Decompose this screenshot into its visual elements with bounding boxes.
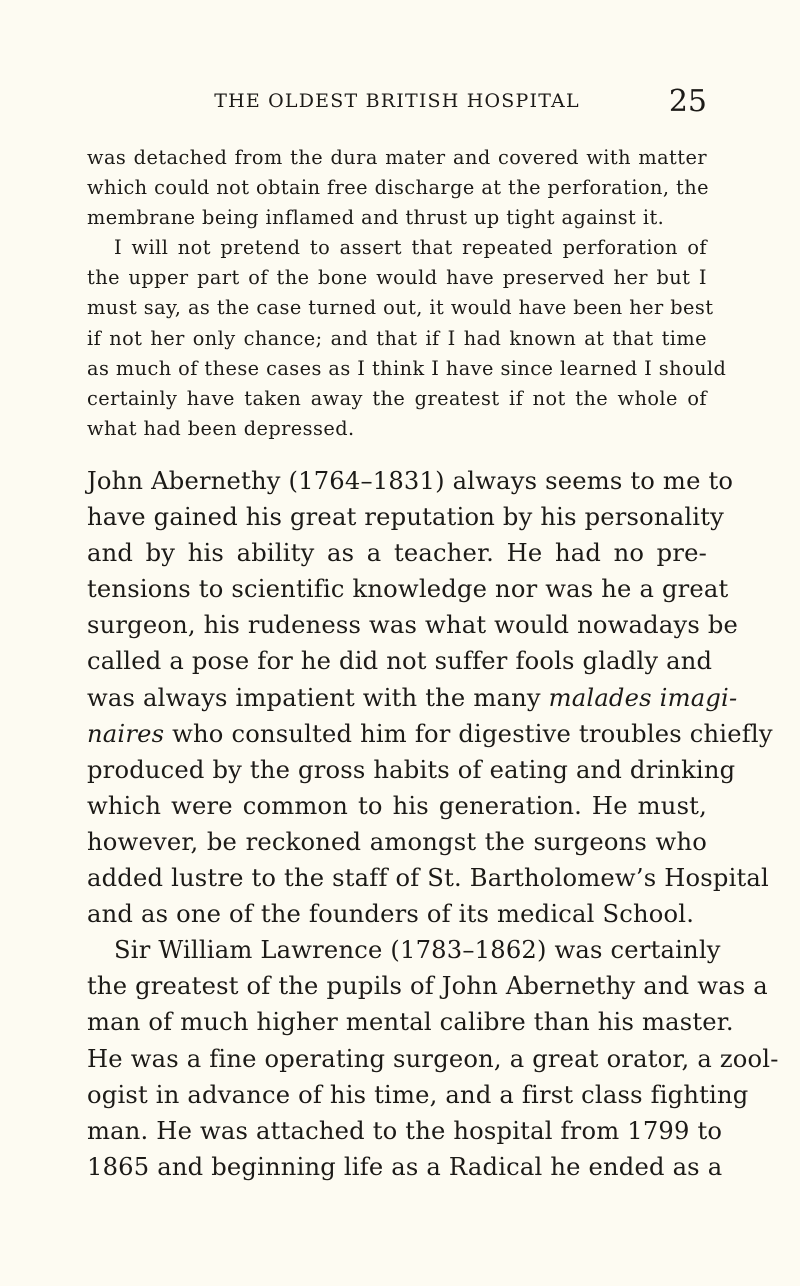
text-line: called a pose for he did not suffer fools gladly and xyxy=(87,647,713,676)
main-text xyxy=(87,463,779,1185)
text-line: surgeon, his rudeness was what would nowadays be xyxy=(87,611,739,640)
text-line: ogist in advance of his time, and a first class fighting xyxy=(87,1080,749,1109)
running-head xyxy=(87,86,707,120)
text-line: if not her only chance; and that if I had known at that time xyxy=(87,326,707,350)
text-line: membrane being inflamed and thrust up tight against it. xyxy=(87,206,665,230)
text-line: man of much higher mental calibre than his master. xyxy=(87,1008,734,1037)
text-line: which could not obtain free discharge at the perforation, the xyxy=(87,176,709,200)
italic-phrase: malades imagi- xyxy=(548,683,738,712)
text-line: Sir William Lawrence (1783–1862) was certainly xyxy=(114,936,721,965)
text-line: I will not pretend to assert that repeated perforation of xyxy=(114,236,707,260)
text-line xyxy=(87,716,773,752)
text-line: John Abernethy (1764–1831) always seems to me to xyxy=(87,467,734,495)
text-line: was detached from the dura mater and covered with matter xyxy=(87,146,707,169)
text-line xyxy=(87,680,738,716)
text-line: what had been depressed. xyxy=(87,416,355,440)
page-number: 25 xyxy=(668,84,707,119)
text-line: certainly have taken away the greatest if not the whole of xyxy=(87,386,707,410)
text-line: He was a fine operating surgeon, a great orator, a zool- xyxy=(87,1044,779,1073)
text-line: the greatest of the pupils of John Abernethy and was a xyxy=(87,972,768,1001)
text-line: must say, as the case turned out, it would have been her best xyxy=(87,296,714,320)
italic-phrase: naires xyxy=(87,719,165,748)
text-line: as much of these cases as I think I have since learned I should xyxy=(87,356,727,380)
text-line: tensions to scientific knowledge nor was he a great xyxy=(87,575,729,604)
text-segment: who consulted him for digestive troubles chiefly xyxy=(172,719,773,748)
text-line: the upper part of the bone would have preserved her but I xyxy=(87,266,707,290)
text-line: which were common to his generation. He must, xyxy=(87,791,707,820)
text-line: 1865 and beginning life as a Radical he ended as a xyxy=(87,1152,723,1181)
text-line: added lustre to the staff of St. Bartholomew’s Hospital xyxy=(87,864,769,893)
text-line: have gained his great reputation by his personality xyxy=(87,503,724,532)
text-segment: was always impatient with the many xyxy=(87,683,541,712)
text-line: produced by the gross habits of eating and drinking xyxy=(87,755,736,784)
quoted-case-text xyxy=(87,143,727,444)
text-line: and as one of the founders of its medical School. xyxy=(87,900,695,929)
text-line: however, be reckoned amongst the surgeons who xyxy=(87,827,707,856)
text-line: and by his ability as a teacher. He had no pre- xyxy=(87,539,707,568)
running-title: THE OLDEST BRITISH HOSPITAL xyxy=(214,90,580,112)
text-line: man. He was attached to the hospital from 1799 to xyxy=(87,1116,723,1145)
